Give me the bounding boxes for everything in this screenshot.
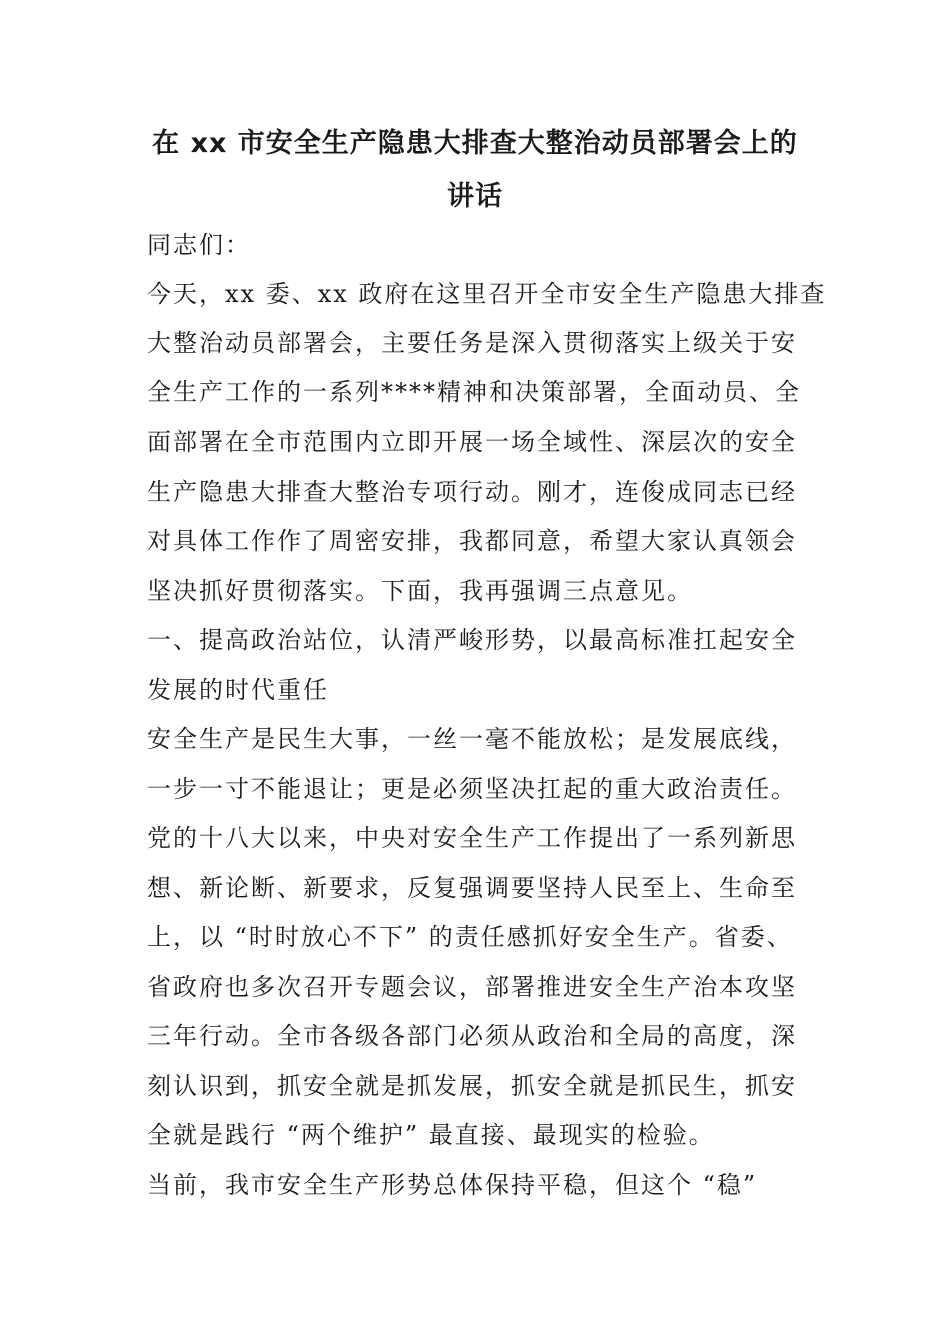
body-line: 全生产工作的一系列****精神和决策部署，全面动员、全: [147, 378, 801, 406]
body-line: 面部署在全市范围内立即开展一场全域性、深层次的安全: [147, 428, 797, 456]
body-line: 生产隐患大排查大整治专项行动。刚才，连俊成同志已经: [147, 478, 797, 506]
body-line: 想、新论断、新要求，反复强调要坚持人民至上、生命至: [147, 874, 797, 902]
body-line: 全就是践行 “两个维护” 最直接、最现实的检验。: [147, 1121, 715, 1149]
body-line: 上，以 “时时放心不下” 的责任感抓好安全生产。省委、: [147, 923, 793, 951]
body-line: 对具体工作作了周密安排，我都同意，希望大家认真领会: [147, 527, 797, 555]
body-line: 党的十八大以来，中央对安全生产工作提出了一系列新思: [147, 824, 797, 852]
body-line: 坚决抓好贯彻落实。下面，我再强调三点意见。: [147, 577, 693, 605]
body-line: 一步一寸不能退让；更是必须坚决扛起的重大政治责任。: [147, 775, 797, 803]
document-title-line-1: 在 xx 市安全生产隐患大排查大整治动员部署会上的: [152, 128, 798, 159]
body-line: 安全生产是民生大事，一丝一毫不能放松；是发展底线，: [147, 725, 797, 753]
document-title-line-2: 讲话: [447, 181, 503, 212]
body-line: 省政府也多次召开专题会议，部署推进安全生产治本攻坚: [147, 973, 797, 1001]
section-heading: 一、提高政治站位，认清严峻形势，以最高标准扛起安全: [147, 626, 797, 654]
body-line: 当前，我市安全生产形势总体保持平稳，但这个 “稳”: [147, 1171, 758, 1199]
body-line: 三年行动。全市各级各部门必须从政治和全局的高度，深: [147, 1022, 797, 1050]
body-line: 今天，xx 委、xx 政府在这里召开全市安全生产隐患大排查: [147, 280, 827, 308]
salutation: 同志们：: [147, 231, 251, 259]
section-heading: 发展的时代重任: [147, 676, 329, 704]
body-line: 刻认识到，抓安全就是抓发展，抓安全就是抓民生，抓安: [147, 1072, 797, 1100]
body-line: 大整治动员部署会，主要任务是深入贯彻落实上级关于安: [147, 329, 797, 357]
